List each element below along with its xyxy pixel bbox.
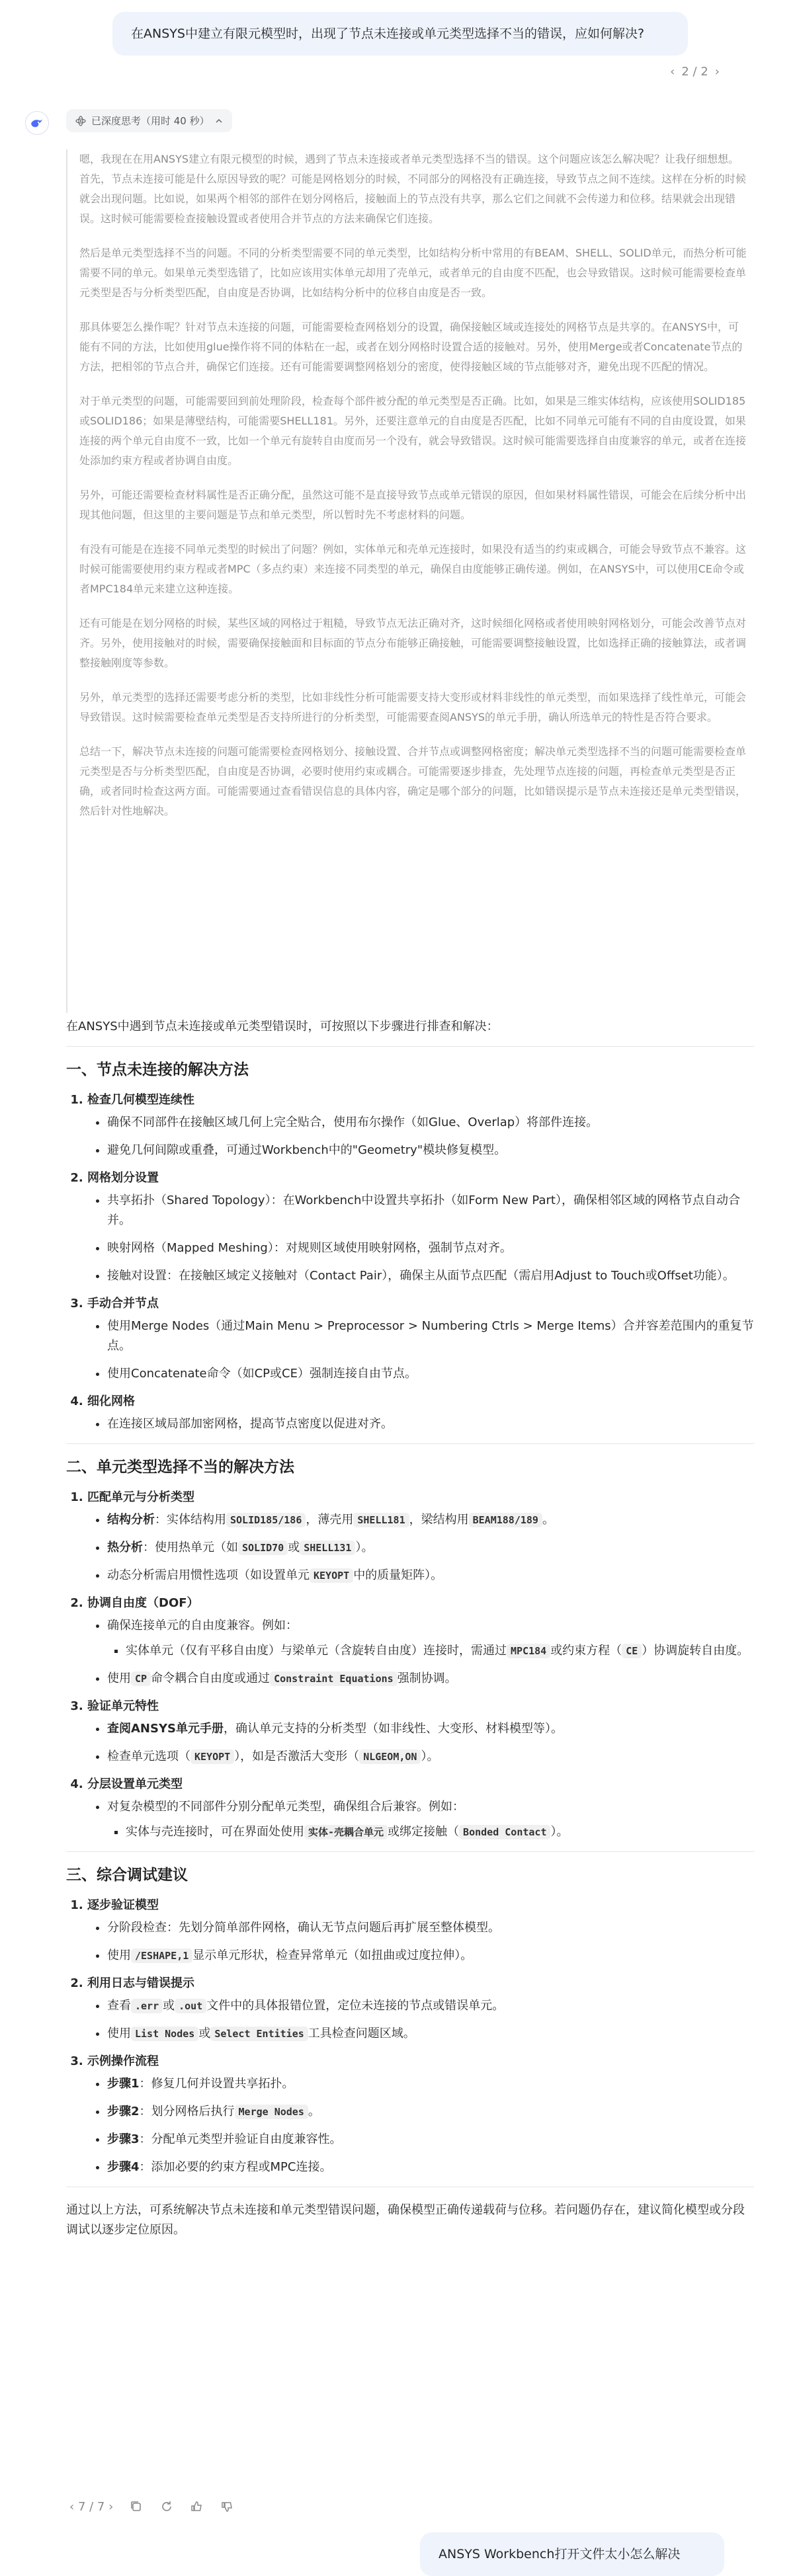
bullet: • 使用Concatenate命令（如CP或CE）强制连接自由节点。 [107,1364,754,1384]
bold-label: 热分析 [107,1541,143,1554]
code: .err [131,1999,163,2013]
text: 使用 [107,1671,131,1685]
pager-prev-button[interactable]: ‹ [69,2499,75,2514]
code: MPC184 [507,1644,550,1658]
bullet [107,1510,754,1530]
reasoning-paragraph: 有没有可能是在连接不同单元类型的时候出了问题？例如，实体单元和壳单元连接时，如果没有适当的约束或耦合，可能会导致节点不兼容。这时候可能需要使用约束方程或者MPC（多点约束）来连接不同类型的单元，确保自由度能够正确传递。例如，在ANSYS中，可以使用CE命令或者MPC184单元来建立这种连接。 [79,543,747,595]
text: 或绑定接触（ [388,1825,460,1839]
text: 动态分析需启用惯性选项（如设置单元 [107,1568,310,1582]
bold-label: 查阅ANSYS单元手册 [107,1722,224,1736]
section-2-list [66,1488,754,1842]
user-question-bubble [112,12,688,56]
text: ）。 [421,1750,439,1763]
code: CP [131,1671,151,1686]
bold-label: 步骤3 [107,2132,140,2146]
user-question-text-2: ANSYS Workbench打开文件太小怎么解决 [439,2547,681,2561]
item-title: 3. 手动合并节点 [87,1297,159,1310]
chevron-up-icon [215,117,223,125]
text: 使用 [107,2027,131,2040]
item-title: 1. 匹配单元与分析类型 [87,1490,194,1504]
pager-prev-button[interactable]: ‹ [670,65,675,79]
item-title: 3. 验证单元特性 [87,1699,159,1713]
code: 实体-壳耦合单元 [304,1825,388,1839]
bullet: • 接触对设置：在接触区域定义接触对（Contact Pair），确保主从面节点匹配（需启用Adjust to Touch或Offset功能）。 [107,1266,754,1286]
text: 实体单元（仅有平移自由度）与梁单元（含旋转自由度）连接时，需通过 [126,1644,507,1658]
text: 确保连接单元的自由度兼容。例如： [107,1619,298,1632]
bold-label: 步骤4 [107,2160,140,2174]
bullet [107,1946,754,1966]
bullet: • 避免几何间隙或重叠，可通过Workbench中的"Geometry"模块修复模型。 [107,1141,754,1160]
pager-label: 7 / 7 [77,2499,105,2514]
answer-intro: 在ANSYS中遇到节点未连接或单元类型错误时，可按照以下步骤进行排查和解决： [66,1020,499,1033]
text: ：修复几何并设置共享拓扑。 [139,2077,294,2091]
text: ，确认单元支持的分析类型（如非线性、大变形、材料模型等）。 [223,1722,563,1736]
sub-bullet [126,1822,754,1842]
text: ，梁结构用 [409,1513,469,1527]
section-1-item [87,1168,754,1286]
section-heading-3: 三、综合调试建议 [66,1867,188,1884]
reasoning-paragraph: 总结一下，解决节点未连接的问题可能需要检查网格划分、接触设置、合并节点或调整网格密度；解决单元类型选择不当的问题可能需要检查单元类型是否与分析类型匹配，自由度是否协调，必要时使用约束或耦合。可能需要逐步排查，先处理节点连接的问题，再检查单元类型是否正确，或者同时检查这两方面。可能需要通过查看错误信息的具体内容，确定是哪个部分的问题，比如错误提示是节点未连接还是单元类型错误，然后针对性地解决。 [79,745,747,817]
text: ，薄壳用 [306,1513,354,1527]
bullet [107,1747,754,1767]
assistant-avatar [25,111,49,135]
answer-conclusion: 通过以上方法，可系统解决节点未连接和单元类型错误问题，确保模型正确传递载荷与位移。若问题仍存在，建议简化模型或分段调试以逐步定位原因。 [66,2203,745,2237]
bullet [107,2130,754,2150]
bullet: • 共享拓扑（Shared Topology）：在Workbench中设置共享拓扑（如Form New Part），确保相邻区域的网格节点自动合并。 [107,1191,754,1230]
pager-next-button[interactable]: › [714,65,720,79]
user-question-bubble-2 [420,2532,724,2576]
pager-label: 2 / 2 [681,65,708,79]
divider [66,1046,754,1047]
section-1-item [87,1392,754,1434]
bullet [107,1669,754,1689]
deep-think-label: 已深度思考（用时 40 秒） [91,115,210,127]
text: 命令耦合自由度或通过 [151,1671,271,1685]
bullet [107,1797,754,1842]
reasoning-paragraph: 另外，单元类型的选择还需要考虑分析的类型，比如非线性分析可能需要支持大变形或材料非线性的单元类型，而如果选择了线性单元，可能会导致错误。这时候需要检查单元类型是否支持所进行的分析类型，可能需要查阅ANSYS的单元手册，确认所选单元的特性是否符合要求。 [79,691,747,723]
thumbs-up-icon[interactable] [190,2499,204,2514]
user-question-text: 在ANSYS中建立有限元模型时，出现了节点未连接或单元类型选择不当的错误，应如何解决? [131,26,645,41]
text: ）。 [550,1825,569,1839]
reasoning-paragraph: 嗯，我现在在用ANSYS建立有限元模型的时候，遇到了节点未连接或者单元类型选择不当的错误。这个问题应该怎么解决呢？让我仔细想想。首先，节点未连接可能是什么原因导致的呢？可能是网格划分的时候，不同部分的网格没有正确连接，导致节点之间不连续。这样在分析的时候就会出现问题。比如说，如果两个相邻的部件在划分网格后，接触面上的节点没有共享，那么它们之间就不会传递力和位移。结果就会出现错误。这时候可能需要检查接触设置或者使用合并节点的方法来确保它们连接。 [79,153,747,225]
bullet [107,1538,754,1558]
bullet: • 映射网格（Mapped Meshing）：对规则区域使用映射网格，强制节点对齐。 [107,1238,754,1258]
section-1-item [87,1090,754,1160]
code: SOLID70 [238,1541,288,1555]
thumbs-down-icon[interactable] [220,2499,235,2514]
item-title: 1. 检查几何模型连续性 [87,1093,194,1107]
bullet: • 使用Merge Nodes（通过Main Menu > Preprocessor > Numbering Ctrls > Merge Items）合并容差范围内的重复节点。 [107,1316,754,1356]
section-3-list [66,1896,754,2177]
code: List Nodes [131,2027,198,2041]
code: BEAM188/189 [469,1513,542,1527]
code: NLGEOM,ON [359,1750,421,1764]
code: SHELL131 [300,1541,355,1555]
item-title: 3. 示例操作流程 [87,2054,159,2068]
code: KEYOPT [310,1568,353,1583]
section-3-item [87,2052,754,2177]
item-title: 4. 分层设置单元类型 [87,1777,183,1791]
code: Merge Nodes [235,2105,308,2119]
item-title: 2. 网格划分设置 [87,1171,159,1185]
section-1-list [66,1090,754,1434]
item-title: 2. 利用日志与错误提示 [87,1976,194,1990]
section-3-item [87,1974,754,2044]
text: 检查单元选项（ [107,1750,190,1763]
section-3-item [87,1896,754,1966]
text: ：划分网格后执行 [139,2105,235,2118]
code: CE [622,1644,642,1658]
text: ：实体结构用 [155,1513,226,1527]
reasoning-paragraph: 那具体要怎么操作呢？针对节点未连接的问题，可能需要检查网格划分的设置，确保接触区域或连接处的网格节点是共享的。在ANSYS中，可能有不同的方法，比如使用glue操作将不同的体粘在一起，或者在划分网格时设置合适的接触对。另外，使用Merge或者Concatenate节点的方法，把相邻的节点合并，确保它们连接。还有可能需要调整网格划分的密度，使得接触区域的节点能够对齐，避免出现不匹配的情况。 [79,321,743,373]
code: SOLID185/186 [226,1513,306,1527]
text: 或 [198,2027,211,2040]
text: 查看 [107,1999,131,2013]
text: ：使用热单元（如 [143,1541,238,1554]
pager-next-button[interactable]: › [108,2499,114,2514]
text: 中的质量矩阵）。 [353,1568,443,1582]
bullet [107,1566,754,1586]
bold-label: 结构分析 [107,1513,155,1527]
bullet [107,1616,754,1661]
text: 。 [308,2105,320,2118]
regenerate-icon[interactable] [159,2499,174,2514]
code: Bonded Contact [459,1825,550,1839]
item-title: 2. 协调自由度（DOF） [87,1596,199,1610]
text: 工具检查问题区域。 [308,2027,415,2040]
code: SHELL181 [353,1513,409,1527]
code: /ESHAPE,1 [131,1949,192,1963]
text: 文件中的具体报错位置，定位未连接的节点或错误单元。 [206,1999,505,2013]
message-actions [69,2499,235,2514]
bold-label: 步骤1 [107,2077,140,2091]
bullet: • 分阶段检查：先划分简单部件网格，确认无节点问题后再扩展至整体模型。 [107,1918,754,1938]
deep-think-toggle[interactable] [66,109,232,132]
sub-bullet [126,1641,754,1661]
answer-body [66,1017,754,2240]
reasoning-block [66,149,747,1013]
whale-logo-icon [29,115,45,131]
text: 显示单元形状，检查异常单元（如扭曲或过度拉伸）。 [192,1949,473,1962]
section-2-item [87,1775,754,1842]
item-title: 4. 细化网格 [87,1394,135,1408]
text: ：分配单元类型并验证自由度兼容性。 [139,2132,342,2146]
response-pager [670,65,720,79]
text: 强制协调。 [397,1671,457,1685]
footer-pager [69,2500,113,2514]
bullet: • 在连接区域局部加密网格，提高节点密度以促进对齐。 [107,1414,754,1434]
divider [66,1443,754,1444]
text: ），如是否激活大变形（ [234,1750,360,1763]
copy-icon[interactable] [129,2499,144,2514]
section-2-item [87,1697,754,1767]
bullet [107,2024,754,2044]
section-1-item [87,1294,754,1384]
text: 。 [542,1513,554,1527]
bold-label: 步骤2 [107,2105,140,2118]
section-2-item [87,1593,754,1689]
reasoning-paragraph: 另外，可能还需要检查材料属性是否正确分配，虽然这可能不是直接导致节点或单元错误的原因，但如果材料属性错误，可能会在后续分析中出现其他问题，但这里的主要问题是节点和单元类型，所以暂时先不考虑材料的问题。 [79,489,747,521]
bullet: • 确保不同部件在接触区域几何上完全贴合，使用布尔操作（如Glue、Overlap）将部件连接。 [107,1113,754,1133]
text: 实体与壳连接时，可在界面处使用 [126,1825,304,1839]
text: ：添加必要的约束方程或MPC连接。 [139,2160,332,2174]
reasoning-paragraph: 对于单元类型的问题，可能需要回到前处理阶段，检查每个部件被分配的单元类型是否正确。比如，如果是三维实体结构，应该使用SOLID185或SOLID186；如果是薄壁结构，可能需要SHELL181。另外，还要注意单元的自由度是否匹配，比如不同单元可能有不同的自由度设置，如果连接的两个单元自由度不一致，比如一个单元有旋转自由度而另一个没有，就会导致错误。这时候可能需要选择自由度兼容的单元，或者在连接处添加约束方程或者协调自由度。 [79,395,747,467]
divider [66,1851,754,1852]
code: Select Entities [210,2027,308,2041]
bullet [107,2157,754,2177]
bullet [107,1996,754,2016]
text: ）协调旋转自由度。 [642,1644,749,1658]
code: KEYOPT [190,1750,234,1764]
bullet [107,2074,754,2094]
text: ）。 [355,1541,374,1554]
reasoning-paragraph: 还有可能是在划分网格的时候，某些区域的网格过于粗糙，导致节点无法正确对齐，这时候细化网格或者使用映射网格划分，可能会改善节点对齐。另外，使用接触对的时候，需要确保接触面和目标面的节点分布能够正确接触，可能需要调整接触设置，比如选择正确的接触算法，或者调整接触刚度等参数。 [79,617,747,669]
bullet [107,1719,754,1739]
atom-icon [75,116,86,126]
text: 使用 [107,1949,131,1962]
code: .out [175,1999,206,2013]
section-heading-1: 一、节点未连接的解决方法 [66,1061,249,1078]
text: 或 [288,1541,300,1554]
item-title: 1. 逐步验证模型 [87,1898,159,1912]
text: 或 [163,1999,175,2013]
text: 或约束方程（ [550,1644,622,1658]
code: Constraint Equations [270,1671,398,1686]
section-heading-2: 二、单元类型选择不当的解决方法 [66,1459,294,1476]
bullet [107,2102,754,2122]
section-2-item [87,1488,754,1586]
text: 对复杂模型的不同部件分别分配单元类型，确保组合后兼容。例如： [107,1800,464,1814]
reasoning-paragraph: 然后是单元类型选择不当的问题。不同的分析类型需要不同的单元类型，比如结构分析中常用的有BEAM、SHELL、SOLID单元，而热分析可能需要不同的单元。如果单元类型选错了，比如应该用实体单元却用了壳单元，或者单元的自由度不匹配，也会导致错误。这时候可能需要检查单元类型是否与分析类型匹配，自由度是否协调，比如结构分析中的位移自由度是否一致。 [79,247,747,299]
